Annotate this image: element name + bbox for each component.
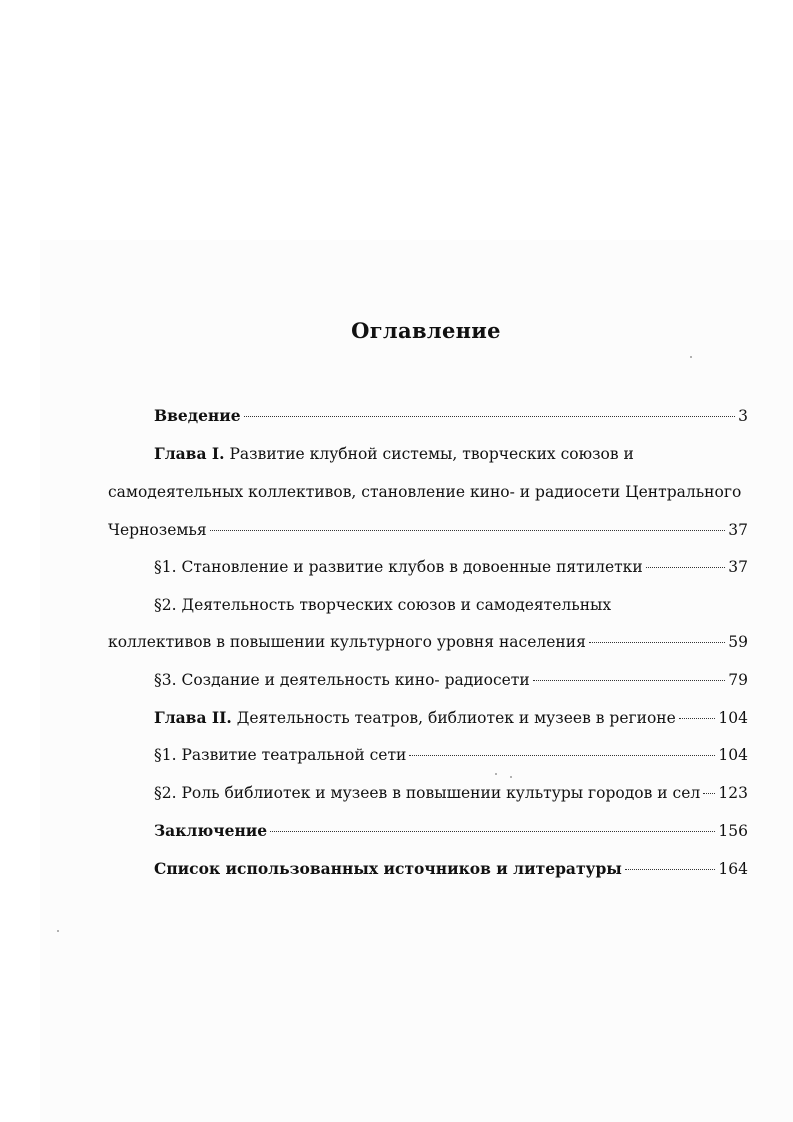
- scan-speck: [510, 776, 512, 778]
- toc-entry-ch1-s1[interactable]: [154, 557, 748, 577]
- toc-entry-ch1-line2: [108, 482, 741, 502]
- scan-speck: [690, 356, 692, 358]
- toc-entry-conclusion[interactable]: [154, 821, 748, 841]
- toc-label: коллективов в повышении культурного уровня населения: [108, 633, 586, 651]
- toc-label: Введение: [154, 406, 241, 425]
- dot-leader: [210, 530, 726, 531]
- toc-label: Развитие клубной системы, творческих союзов и: [229, 445, 634, 463]
- toc-entry-ch2-s2[interactable]: [154, 783, 748, 803]
- toc-page-number: 37: [728, 558, 748, 576]
- toc-page-number: 3: [738, 407, 748, 425]
- dot-leader: [703, 793, 715, 794]
- dot-leader: [244, 416, 735, 417]
- toc-page-number: 104: [718, 746, 748, 764]
- dot-leader: [533, 680, 726, 681]
- chapter-prefix: Глава I.: [154, 444, 225, 463]
- dot-leader: [646, 567, 726, 568]
- toc-label: §2. Деятельность творческих союзов и самодеятельных: [154, 596, 612, 614]
- toc-entry-sources[interactable]: [154, 859, 748, 879]
- toc-entry-ch1-line3[interactable]: [108, 520, 748, 540]
- toc-label: §3. Создание и деятельность кино- радиосети: [154, 671, 530, 689]
- toc-entry-ch2[interactable]: [154, 708, 748, 728]
- toc-page-number: 59: [728, 633, 748, 651]
- dot-leader: [409, 755, 715, 756]
- dot-leader: [589, 642, 725, 643]
- toc-entry-ch2-s1[interactable]: [154, 745, 748, 765]
- toc-entry-intro[interactable]: [154, 406, 748, 426]
- toc-label: самодеятельных коллективов, становление кино- и радиосети Центрального: [108, 483, 742, 501]
- scan-speck: [57, 930, 59, 932]
- toc-label: §1. Становление и развитие клубов в довоенные пятилетки: [154, 558, 643, 576]
- toc-entry-ch1-line1[interactable]: [154, 444, 634, 464]
- toc-label: §2. Роль библиотек и музеев в повышении культуры городов и сел: [154, 784, 701, 802]
- dot-leader: [679, 718, 716, 719]
- toc-label: Заключение: [154, 821, 268, 840]
- dot-leader: [625, 869, 716, 870]
- toc-page-number: 164: [718, 860, 748, 878]
- toc-label: §1. Развитие театральной сети: [154, 746, 407, 764]
- toc-page-number: 37: [728, 521, 748, 539]
- toc-page-number: 156: [718, 822, 748, 840]
- chapter-title: Деятельность театров, библиотек и музеев в регионе: [236, 709, 676, 727]
- chapter-prefix: Глава II.: [154, 708, 232, 727]
- toc-page-number: 104: [718, 709, 748, 727]
- toc-entry-ch1-s2-line2[interactable]: [108, 632, 748, 652]
- toc-label: Список использованных источников и литературы: [154, 859, 622, 878]
- page-title: Оглавление: [351, 318, 501, 343]
- toc-entry-ch1-s3[interactable]: [154, 670, 748, 690]
- toc-label: Черноземья: [108, 521, 207, 539]
- toc-page-number: 123: [718, 784, 748, 802]
- toc-entry-ch1-s2-line1[interactable]: [154, 595, 611, 615]
- toc-page-number: 79: [728, 671, 748, 689]
- toc-label: [154, 708, 676, 728]
- scan-speck: [495, 773, 497, 775]
- dot-leader: [270, 831, 715, 832]
